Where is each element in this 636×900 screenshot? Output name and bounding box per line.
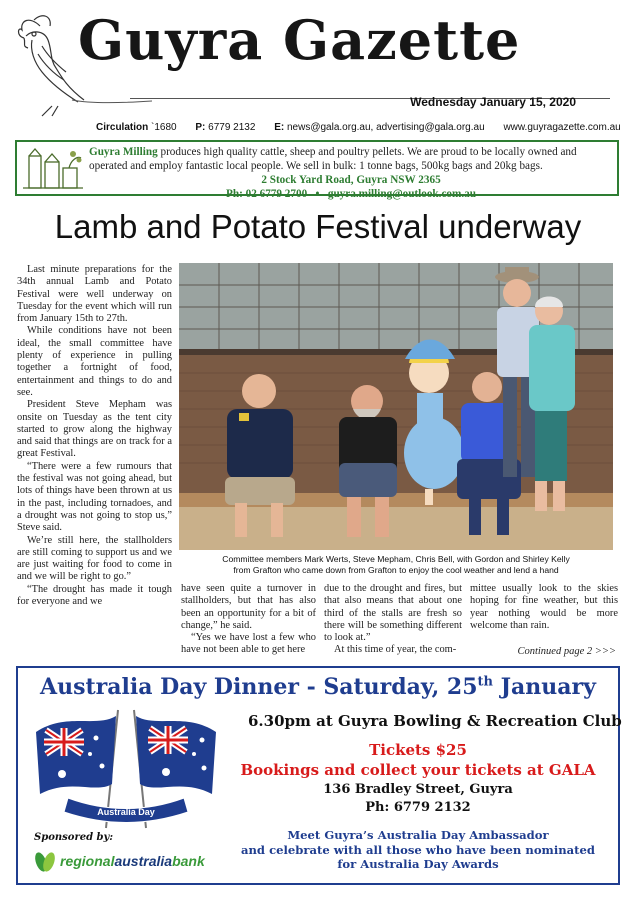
article-paragraph: due to the drought and fires, but that also means that about one third of the stalls are fresh so there will be something different to look at.” xyxy=(324,583,462,644)
caption-line-1: Committee members Mark Werts, Steve Mepham, Chris Bell, with Gordon and Shirley Kelly xyxy=(222,554,570,564)
milling-email[interactable]: guyra.milling@outlook.com.au xyxy=(327,188,476,200)
issue-date: Wednesday January 15, 2020 xyxy=(410,95,576,109)
ad-street: 136 Bradley Street, Guyra xyxy=(323,782,513,797)
article-paragraph: have seen quite a turnover in stallholders, but that has also been an opportunity for a bit of change,” he said. xyxy=(181,583,316,631)
caption-line-2: from Grafton who came down from Grafton to enjoy the cool weather and lend a hand xyxy=(233,565,559,575)
ad-title-end: January xyxy=(492,674,596,700)
ambassador-line-2: and celebrate with all those who have been nominated xyxy=(240,842,596,857)
milling-text xyxy=(89,145,613,201)
masthead xyxy=(0,0,636,140)
article-column-1 xyxy=(17,264,172,654)
ad-title-main: Australia Day Dinner - Saturday, 25 xyxy=(40,674,478,700)
photo-caption xyxy=(179,554,613,576)
ad-phone: Ph: 6779 2132 xyxy=(365,800,471,815)
ad-title-sup: th xyxy=(477,674,493,690)
milling-description: produces high quality cattle, sheep and poultry pellets. We are proud to be locally owned and operated and employ fantastic local people. We sell in bulk: 1 tonne bags, 500kg bags and 20kg bags. xyxy=(89,146,577,172)
bank-logo-icon xyxy=(32,848,58,874)
ad-tickets xyxy=(218,740,618,780)
email-value[interactable]: news@gala.org.au, advertising@gala.org.au xyxy=(287,122,485,133)
phone-value: 6779 2132 xyxy=(208,122,256,133)
australia-day-ad xyxy=(16,666,620,885)
phone-label: P: xyxy=(195,122,206,133)
australian-flags-icon xyxy=(26,708,226,830)
bookings-text: Bookings and collect your tickets at GALA xyxy=(240,761,596,779)
article-paragraph: mittee usually look to the skies hoping for fine weather, but this year nothing would be more welcome than rain. xyxy=(470,583,618,631)
article-paragraph: “The drought has made it tough for everyone and we xyxy=(17,583,172,608)
contact-bar xyxy=(96,122,621,133)
photo-illustration xyxy=(179,263,613,550)
guyra-milling-ad xyxy=(15,140,619,200)
article-paragraph: We’re still here, the stallholders are still coming to support us and we are just waiting for food to come in and we will be right to go.” xyxy=(17,534,172,583)
ad-title xyxy=(18,674,618,700)
sponsor-name-part: australia xyxy=(114,853,173,869)
article-paragraph: At this time of year, the com- xyxy=(334,644,457,656)
ad-address xyxy=(218,781,618,817)
article-column-4 xyxy=(470,583,618,632)
website-link[interactable]: www.guyragazette.com.au xyxy=(503,122,621,133)
milling-contact xyxy=(89,187,613,201)
mill-silo-icon xyxy=(23,146,83,192)
ad-ambassador xyxy=(218,828,618,872)
circulation-value: `1680 xyxy=(151,122,177,133)
sponsored-by-label: Sponsored by: xyxy=(34,832,114,843)
sponsor-name-part: bank xyxy=(172,853,205,869)
ambassador-line-3: for Australia Day Awards xyxy=(337,857,499,871)
article-paragraph: While conditions have not been ideal, the small committee have plenty of experience in pulling together a fortnight of food, entertainment and things to do and see. xyxy=(17,325,172,398)
milling-bullet: • xyxy=(315,188,320,200)
sponsor-logo xyxy=(32,848,222,874)
milling-address: 2 Stock Yard Road, Guyra NSW 2365 xyxy=(261,174,441,186)
festival-committee-photo xyxy=(179,263,613,550)
newspaper-title: Guyra Gazette xyxy=(78,8,521,72)
article-column-3 xyxy=(324,583,462,657)
continued-link[interactable]: Continued page 2 >>> xyxy=(517,646,616,657)
ad-venue: 6.30pm at Guyra Bowling & Recreation Club xyxy=(248,712,622,730)
article-column-2 xyxy=(181,583,316,657)
milling-brand: Guyra Milling xyxy=(89,146,158,158)
ambassador-line-1: Meet Guyra’s Australia Day Ambassador xyxy=(287,828,549,842)
ticket-price: Tickets $25 xyxy=(369,741,467,759)
article-paragraph: Last minute preparations for the 34th annual Lamb and Potato Festival were well underway on Tuesday for the event which will run from January 15th to 27th. xyxy=(17,264,172,325)
sponsor-name-part: regional xyxy=(60,853,115,869)
milling-phone: Ph: 02 6779 2700 xyxy=(226,188,308,200)
email-label: E: xyxy=(274,122,285,133)
article-paragraph: “Yes we have lost a few who have not been able to get here xyxy=(181,632,316,656)
sponsor-name xyxy=(60,853,205,869)
circulation-label: Circulation xyxy=(96,122,149,133)
article-paragraph: President Steve Mepham was onsite on Tuesday as the tent city started to grow along the highway and said that things are on track for a great Festival. xyxy=(17,399,172,460)
main-headline: Lamb and Potato Festival underway xyxy=(54,208,582,245)
flag-banner-text: Australia Day xyxy=(97,807,155,817)
article-paragraph: “There were a few rumours that the festival was not going ahead, but lots of things have been thrown at us in the past, including tornadoes, and a drought was not going to stop us,” Steve said. xyxy=(17,460,172,534)
